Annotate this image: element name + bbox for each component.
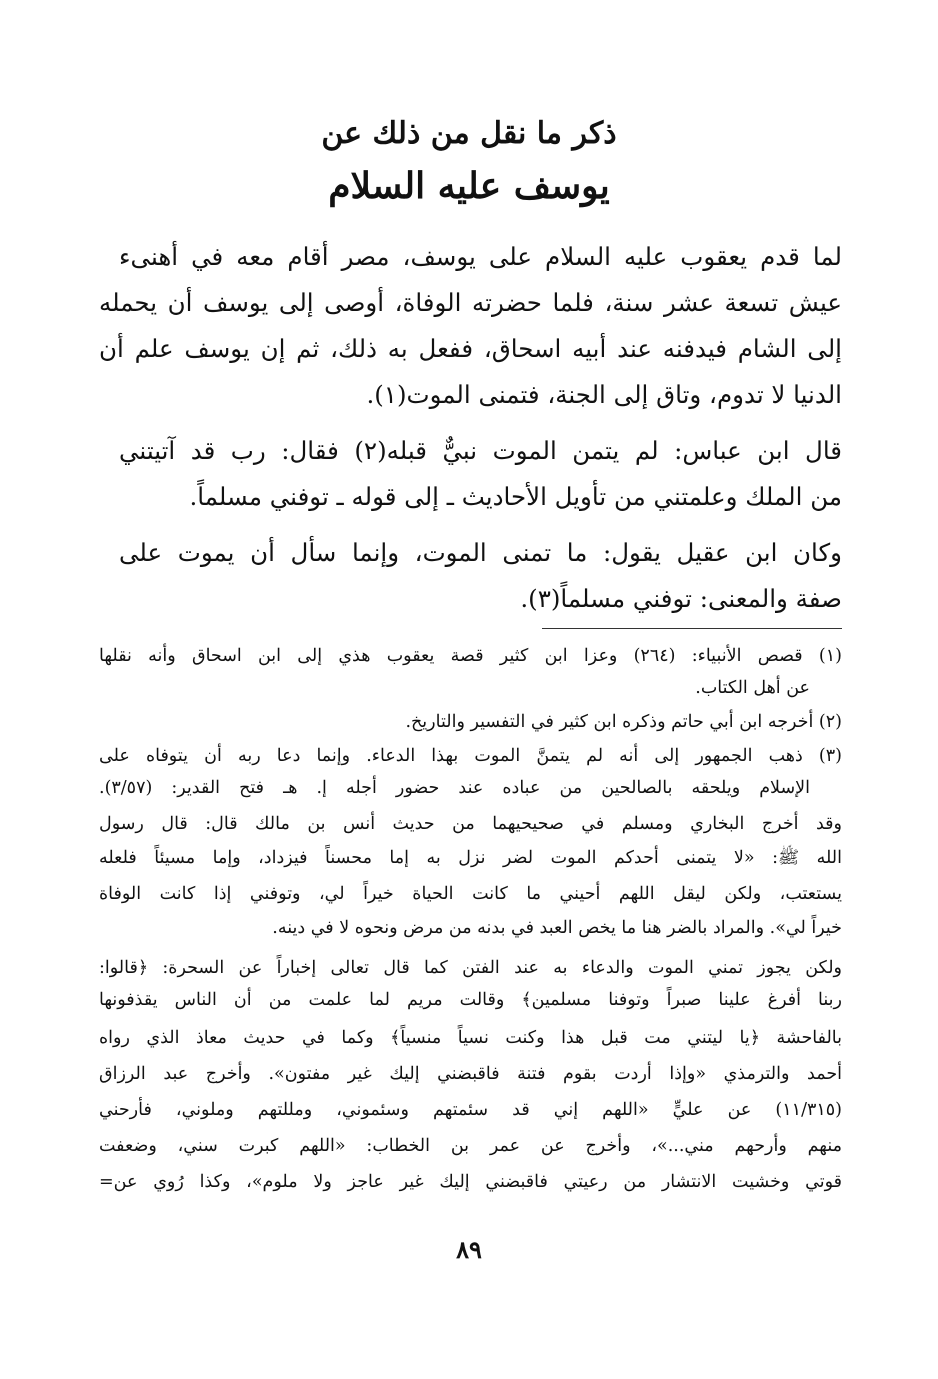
footnote-line: ربنا أفرغ علينا صبراً وتوفنا مسلمين﴾ وقالت مريم لما علمت من أن الناس يقذفونها <box>99 990 842 1010</box>
chapter-title-line-1: ذكر ما نقل من ذلك عن <box>321 116 617 151</box>
footnote-line: قوتي وخشيت الانتشار من رعيتي فاقبضني إليك غير عاجز ولا ملوم»، وكذا رُوي عن= <box>99 1172 842 1192</box>
footnote-line: وقد أخرج البخاري ومسلم في صحيحيهما من حديث أنس بن مالك قال: قال رسول <box>99 814 842 834</box>
footnote-line: بالفاحشة ﴿يا ليتني مت قبل هذا وكنت نسياً منسياً﴾ وكما في حديث معاذ الذي رواه <box>99 1028 842 1048</box>
footnote-line: (١١/٣١٥) عن عليٍّ «اللهم إني قد سئمتهم وسئموني، ومللتهم وملوني، فأرحني <box>99 1100 842 1120</box>
footnote-line: (٢) أخرجه ابن أبي حاتم وذكره ابن كثير في التفسير والتاريخ. <box>405 712 842 732</box>
footnote-line: (٣) ذهب الجمهور إلى أنه لم يتمنَّ الموت بهذا الدعاء. وإنما دعا ربه أن يتوفاه على <box>99 746 842 766</box>
footnote-separator <box>542 628 842 629</box>
footnote-line: الإسلام ويلحقه بالصالحين من عباده عند حضور أجله إ. هـ فتح القدير: (٣/٥٧). <box>99 778 810 798</box>
footnote-line: ولكن يجوز تمني الموت والدعاء به عند الفتن كما قال تعالى إخباراً عن السحرة: ﴿قالوا: <box>99 958 842 978</box>
body-line: قال ابن عباس: لم يتمن الموت نبيٌّ قبله(٢) فقال: رب قد آتيتني <box>119 436 842 465</box>
chapter-title-line-2: يوسف عليه السلام <box>328 165 610 207</box>
body-line: صفة والمعنى: توفني مسلماً(٣). <box>520 584 842 613</box>
footnote-line: عن أهل الكتاب. <box>695 678 810 698</box>
body-line: وكان ابن عقيل يقول: ما تمنى الموت، وإنما سأل أن يموت على <box>119 538 842 567</box>
footnote-line: يستعتب، ولكن ليقل اللهم أحيني ما كانت الحياة خيراً لي، وتوفني إذا كانت الوفاة <box>99 884 842 904</box>
footnote-line: أحمد والترمذي «وإذا أردت بقوم فتنة فاقبضني إليك غير مفتون». وأخرج عبد الرزاق <box>99 1064 842 1084</box>
body-line: عيش تسعة عشر سنة، فلما حضرته الوفاة، أوصى إلى يوسف أن يحمله <box>99 288 842 317</box>
footnote-line: (١) قصص الأنبياء: (٢٦٤) وعزا ابن كثير قصة يعقوب هذي إلى ابن اسحاق وأنه نقلها <box>99 646 842 666</box>
footnote-line: خيراً لي». والمراد بالضر هنا ما يخص العبد في بدنه من مرض ونحوه لا في دينه. <box>272 918 842 938</box>
footnote-line: منهم وأرحهم مني...»، وأخرج عن عمر بن الخطاب: «اللهم كبرت سني، وضعفت <box>99 1136 842 1156</box>
page-number: ٨٩ <box>456 1235 482 1264</box>
body-line: من الملك وعلمتني من تأويل الأحاديث ـ إلى قوله ـ توفني مسلماً. <box>189 482 842 511</box>
footnote-line: الله ﷺ: «لا يتمنى أحدكم الموت لضر نزل به إما محسناً فيزداد، وإما مسيئاً فلعله <box>99 848 842 868</box>
body-line: إلى الشام فيدفنه عند أبيه اسحاق، ففعل به ذلك، ثم إن يوسف علم أن <box>99 334 842 363</box>
body-line: لما قدم يعقوب عليه السلام على يوسف، مصر أقام معه في أهنىء <box>119 242 842 271</box>
body-line: الدنيا لا تدوم، وتاق إلى الجنة، فتمنى الموت(١). <box>366 380 842 409</box>
